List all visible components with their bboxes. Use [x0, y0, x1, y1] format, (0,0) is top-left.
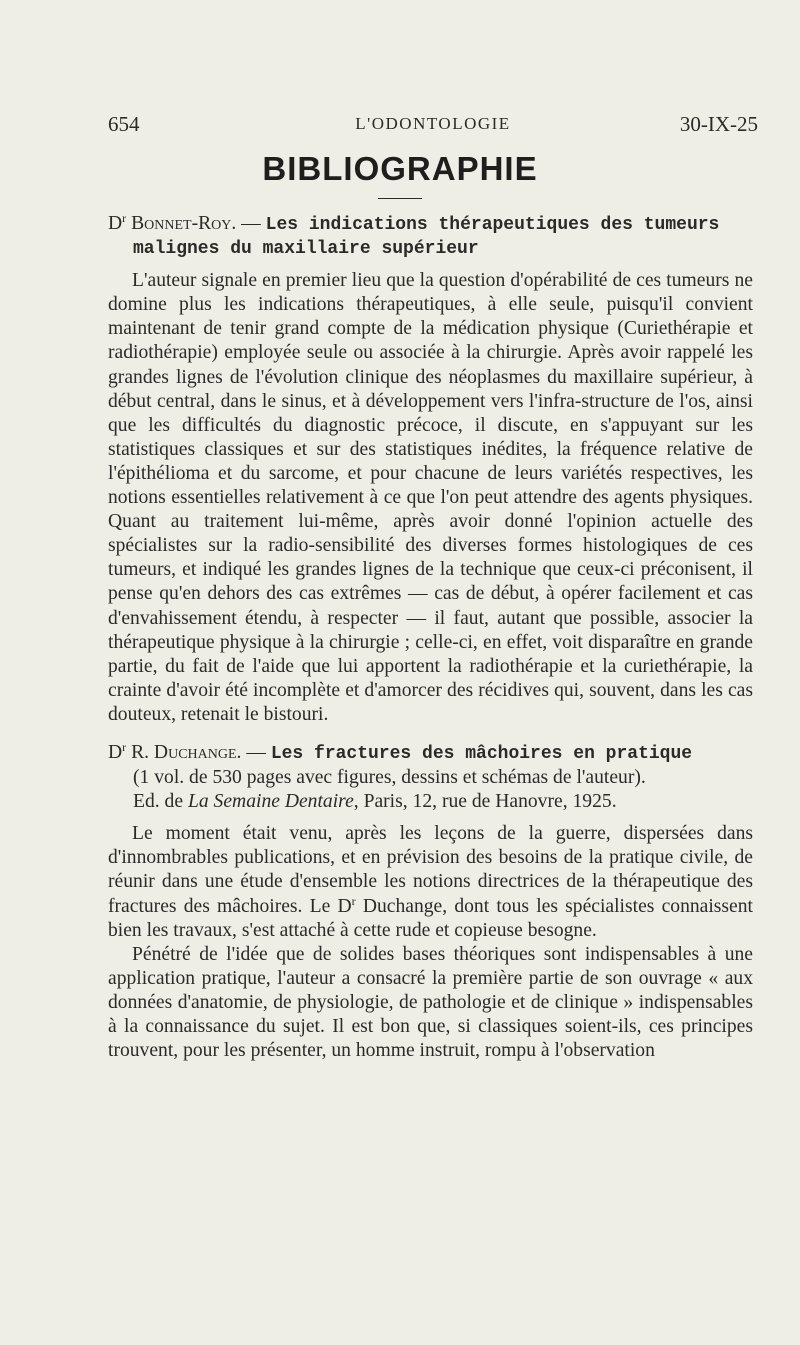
entry-2-paragraph-1-dr: $D^r$	[337, 893, 356, 917]
spacer	[108, 814, 753, 822]
entry-1-title-line-1: Les indications thérapeutiques des tumeurs	[265, 215, 720, 235]
entry-1-dash: —	[236, 213, 266, 234]
entry-1-author: Bonnet-Roy.	[131, 213, 237, 234]
entry-2-paragraph-1-start: Le moment était venu, après les leçons de la guerre, dispersées dans d'innombrables publications, et en prévision des besoins de la pratique civile, de réunir dans une étude d'ensemble les notions directrices de la thérapeutique des fractures des mâchoires. Le	[108, 823, 753, 917]
journal-title: L'ODONTOLOGIE	[355, 114, 511, 133]
entry-2-details-line-2	[133, 790, 753, 814]
title-rule	[378, 198, 422, 199]
entry-1-heading	[108, 212, 753, 261]
entry-2-author-prefix: $D^r$	[108, 739, 127, 763]
entry-2-details-line-1: (1 vol. de 530 pages avec figures, dessins et schémas de l'auteur).	[133, 767, 646, 789]
article-content	[108, 212, 753, 1063]
section-title: BIBLIOGRAPHIE	[262, 150, 538, 187]
entry-1-title-line-2: malignes du maxillaire supérieur	[133, 239, 479, 260]
entry-2-ed: Ed. de	[133, 791, 188, 813]
entry-2-dash: —	[241, 741, 271, 763]
entry-2-heading	[108, 741, 753, 814]
spacer	[108, 261, 753, 269]
spacer	[108, 727, 753, 741]
entry-1-paragraph: L'auteur signale en premier lieu que la question d'opérabilité de ces tumeurs ne domine plus les indications thérapeutiques, à elle seule, puisqu'il convient maintenant de tenir grand compte de la médication physique (Curiethérapie et radiothérapie) employée seule ou associée à la chirurgie. Après avoir rappelé les grandes lignes de l'évolution clinique des néoplasmes du maxillaire supérieur, à début central, dans le sinus, et à développement vers l'infra-structure de l'os, ainsi que les difficultés du diagnostic précoce, il discute, en s'appuyant sur les statistiques classiques et sur des statistiques inédites, la fréquence relative de l'épithélioma et du sarcome, et pour chacune de leurs variétés respectives, les notions essentielles relativement à ce que l'on peut attendre des agents physiques. Quant au traitement lui-même, après avoir donné l'opinion actuelle des spécialistes sur la radio-sensibilité des diverses formes histologiques de ces tumeurs, et indiqué les grandes lignes de la technique que ceux-ci préconisent, il pense qu'en dehors des cas extrêmes — cas de début, à opérer facilement et cas d'envahissement étendu, à respecter — il faut, autant que possible, associer la thérapeutique physique à la chirurgie ; celle-ci, en effet, voit disparaître en grande partie, du fait de l'aide que lui apportent la radiothérapie et la curiethérapie, la crainte d'avoir été incomplète et d'amorcer des récidives qui, souvent, dans les cas douteux, retenait le bistouri.	[108, 270, 753, 725]
entry-2-author: R. Duchange.	[131, 741, 242, 763]
page-number: 654	[108, 112, 140, 136]
entry-2-paragraph-2: Pénétré de l'idée que de solides bases théoriques sont indispensables à une application pratique, l'auteur a consacré la première partie de son ouvrage « aux données d'anatomie, de physiologie, de pathologie et de clinique » indispensables à la connaissance du sujet. Il est bon que, si classiques soient-ils, ces principes trouvent, pour les présenter, un homme instruit, rompu à l'observation	[108, 943, 753, 1062]
running-head	[108, 112, 758, 142]
entry-2-paragraph-1	[108, 822, 753, 942]
entry-2-paragraph-1-end: Duchange, dont tous les spécialistes connaissent bien les travaux, s'est attaché à cette rude et copieuse besogne.	[108, 895, 753, 941]
entry-1-author-sup: r	[122, 211, 127, 225]
entry-2-title: Les fractures des mâchoires en pratique	[270, 743, 693, 764]
entry-1-author-prefix: $D^r$	[108, 211, 127, 234]
entry-2-author-sup: r	[122, 739, 127, 754]
issue-date: 30-IX-25	[679, 112, 758, 136]
entry-2-place: , Paris, 12, rue de Hanovre, 1925.	[353, 791, 617, 813]
entry-2-publisher: La Semaine Dentaire	[187, 791, 354, 813]
